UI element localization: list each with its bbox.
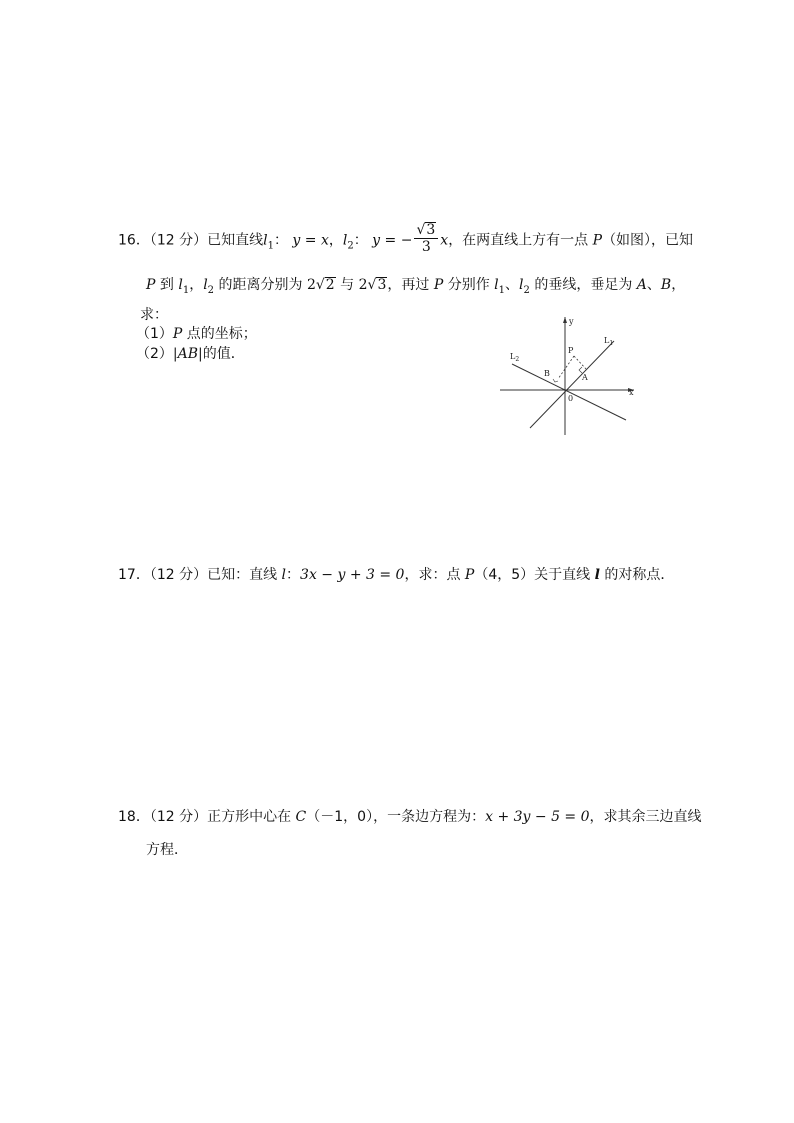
q17-text-c: 关于直线 [534,567,595,583]
q16-sub1-num: （1） [136,326,173,342]
q16-comma1: ， [328,232,343,249]
q18-line1 [118,808,702,826]
q16-l2-c: ，再过 [387,277,434,293]
q17-eq: 3x − y + 3 = 0 [300,567,405,583]
q16-score: （12 分） [149,232,208,249]
q16-fraction: $\frac{√3}{3}$ [414,222,438,255]
line-l2 [512,364,626,420]
q16-sub1-p: P [172,326,183,342]
q16-rest1b: （如图），已知 [602,232,694,249]
q17-p-coords: （4，5） [474,567,535,583]
q17-l-name: l [281,567,287,583]
q16-figure [498,313,638,437]
q18-eq: x + 3y − 5 = 0 [485,809,590,825]
q17-text-a: 已知：直线 [207,567,282,583]
label-origin: 0 [568,394,574,403]
q16-l2-p: P [146,277,156,293]
q16-l2-l2: l [203,277,208,293]
label-l2: $L_2$ [510,352,520,363]
q16-frac-den: 3 [421,239,431,255]
q16-l2-e: 的垂线，垂足为 [529,277,637,293]
q16-l2-b: 的距离分别为 [214,277,307,293]
q16-l2-eq-lhs: y = − [372,232,413,249]
q16-B: B [660,277,672,293]
q16-intro: 已知直线 [207,232,264,249]
q16-ask: 求： [140,307,168,323]
q16-colon1: ： [273,232,288,249]
q17-l-bold: l [594,567,600,583]
q16-sub1 [136,325,257,343]
q16-dist2: 2√3 [358,277,387,293]
q16-l2-l2-sub: 2 [207,284,215,296]
q16-l2-comma: ， [189,277,204,293]
q17-text-b: ，求：点 [404,567,465,583]
q16-l2-l1b: l [494,277,499,293]
label-b: B [544,369,550,378]
q16-l2-a: 到 [155,277,179,293]
q16-line2: P 到 $l_1$，$l_2$ 的距离分别为 2√2 与 2√3，再过 P 分别作 $l_1$、$l_2$ 的垂线，垂足为 A、B， [146,277,686,296]
q16-line1 [118,224,693,257]
q16-l2-l1-sub: 1 [182,284,190,296]
q16-l2-name: l [342,232,348,249]
q17-colon: ： [286,567,301,583]
q16-sub2-num: （2） [136,346,173,362]
q16-and: 与 [335,277,359,293]
q16-frac-num: 3 [426,222,436,238]
q18-c: C [295,809,307,825]
q18-text-c: ，求其余三边直线 [589,809,702,825]
q17-p: P [464,567,475,583]
q16-l1-eq: y = x [292,232,329,249]
label-a: A [582,373,588,382]
q16-l2-eq-x: x [440,232,449,249]
q16-dist1: 2√2 [306,277,335,293]
q18-number: 18． [118,809,150,825]
q16-l2-l2b: l [519,277,524,293]
q16-rest1: ，在两直线上方有一点 [448,232,593,249]
q18-line2: 方程． [146,842,188,858]
q16-l2-p2: P [433,277,444,293]
q16-p-label: P [592,232,603,249]
q16-l1-sub: 1 [267,240,274,252]
label-y: y [569,317,574,326]
q17-number: 17． [118,567,150,583]
perp-pb [558,356,574,379]
label-l1: $L_1$ [604,336,614,347]
q16-sub2-text: 的值． [202,346,245,362]
q16-l2-sub: 2 [347,240,354,252]
q16-sub1-text: 点的坐标； [182,326,257,342]
q16-sub2 [136,345,245,363]
q18-c-coords: （－1，0） [306,809,374,825]
q16-colon2: ： [353,232,368,249]
q17-line1 [118,566,674,584]
label-p: P [568,346,574,355]
q16-sub2-ab: |AB| [172,346,203,362]
label-x: x [629,388,634,397]
q16-l2-l1: l [178,277,183,293]
right-angle-b [553,379,558,382]
q16-l2-d: 分别作 [443,277,495,293]
y-axis-arrow [563,317,567,323]
q18-text-b: ，一条边方程为： [373,809,486,825]
q17-score: （12 分） [149,567,208,583]
q18-text-a: 正方形中心在 [207,809,296,825]
q16-l1-name: l [263,232,268,249]
q16-number: 16． [118,232,150,249]
perp-pa [574,356,586,369]
q17-text-d: 的对称点． [599,567,675,583]
q16-A: A [636,277,647,293]
q18-score: （12 分） [149,809,208,825]
